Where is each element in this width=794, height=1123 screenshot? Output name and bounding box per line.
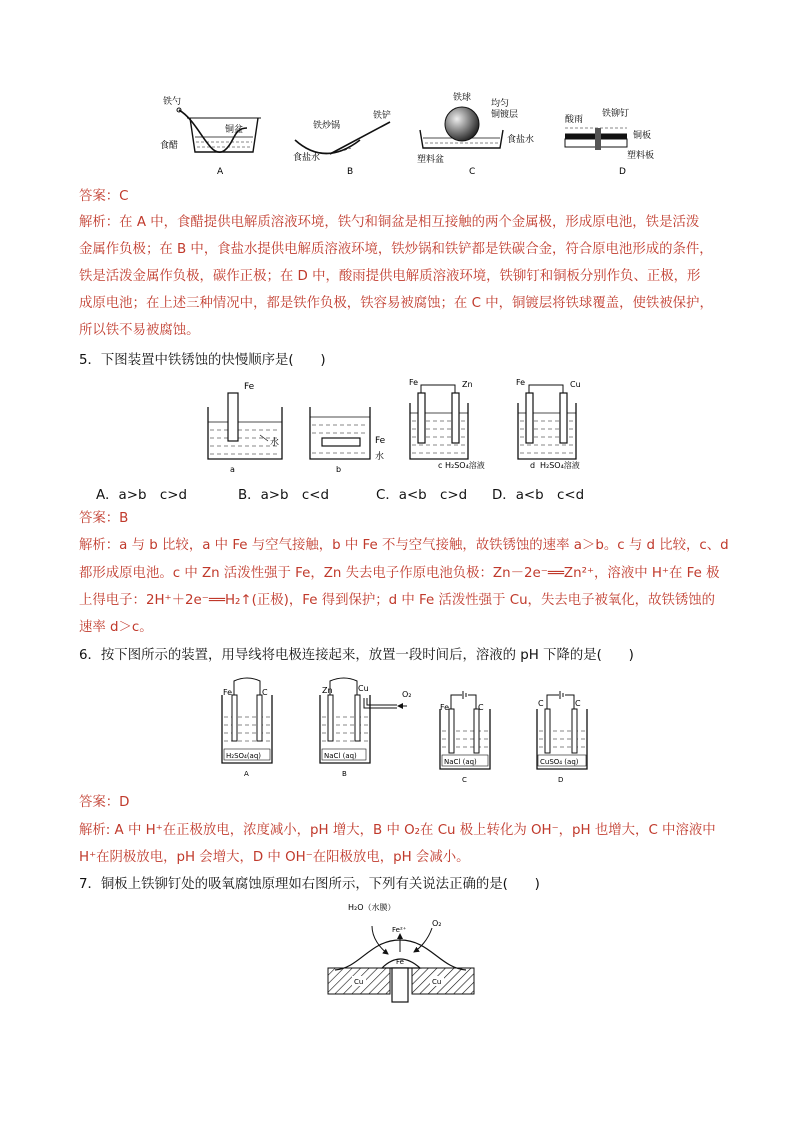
caption-b: B xyxy=(347,167,354,177)
q5-answer: 答案：B xyxy=(79,511,129,526)
label-zn-c: Zn xyxy=(462,380,473,389)
label-tie-shao: 铁勺 xyxy=(163,97,182,107)
label-su-liao-ban: 塑料板 xyxy=(627,151,655,161)
label-fe-6a: Fe xyxy=(223,688,233,697)
q5-option-b[interactable]: B．a>b c<d xyxy=(238,488,329,503)
figure-d-rivet-copper-plate xyxy=(565,107,654,177)
figure-q7-oxygen-corrosion xyxy=(320,898,480,1006)
beaker-b xyxy=(310,407,386,474)
q5-option-d[interactable]: D．a<b c<d xyxy=(492,488,585,503)
caption-6c: C xyxy=(462,776,467,784)
label-c-6c: C xyxy=(478,703,484,712)
q4-analysis-line: 金属作负极；在 B 中，食盐水提供电解质溶液环境，铁炒锅和铁铲都是铁碳合金，符合原电池形成的条件， xyxy=(79,242,713,257)
cell-c xyxy=(440,691,490,784)
label-cu-6b: Cu xyxy=(358,684,369,693)
cell-d xyxy=(537,691,587,784)
label-tong-pen: 铜盆 xyxy=(225,125,244,135)
figure-q6-cells xyxy=(212,673,602,788)
figure-c-plated-iron-ball xyxy=(417,92,534,177)
q5-analysis-line: 速率 d＞c。 xyxy=(79,620,153,635)
q6-analysis-line: 解析: A 中 H⁺在正极放电，浓度减小，pH 增大，B 中 O₂在 Cu 极上转化为 OH⁻，pH 也增大，C 中溶液中 xyxy=(79,823,716,838)
label-c2-6d: C xyxy=(575,699,581,708)
caption-6a: A xyxy=(244,770,249,778)
label-shi-yan-shui-b: 食盐水 xyxy=(293,153,321,163)
q6-question: 6．按下图所示的装置，用导线将电极连接起来，放置一段时间后，溶液的 pH 下降的是( ) xyxy=(79,648,634,663)
q6-answer: 答案：D xyxy=(79,795,130,810)
figure-a-iron-spoon-copper-basin xyxy=(160,95,261,177)
caption-q5-a: a xyxy=(230,465,235,474)
cell-b xyxy=(320,678,412,778)
label-fe-a: Fe xyxy=(244,382,255,392)
label-cu-right: Cu xyxy=(432,978,442,986)
q5-analysis-line: 上得电子：2H⁺＋2e⁻══H₂↑(正极)，Fe 得到保护；d 中 Fe 活泼性强于 Cu，失去电子被氧化，故铁锈蚀的 xyxy=(79,593,716,608)
q4-analysis-line: 所以铁不易被腐蚀。 xyxy=(79,323,200,338)
label-water-a: 水 xyxy=(270,438,280,448)
label-fe2-ion: Fe²⁺ xyxy=(392,926,407,934)
q5-analysis-line: 都形成原电池。c 中 Zn 活泼性强于 Fe，Zn 失去电子作原电池负极：Zn－2e⁻══Zn²⁺，溶液中 H⁺在 Fe 极 xyxy=(79,566,720,581)
label-h2so4-c: H₂SO₄溶液 xyxy=(445,461,485,470)
figure-corrosion-setups-abcd xyxy=(155,92,665,184)
q7-question: 7．铜板上铁铆钉处的吸氧腐蚀原理如右图所示，下列有关说法正确的是( ) xyxy=(79,877,540,892)
label-tie-chan: 铁铲 xyxy=(373,111,392,121)
label-fe-d: Fe xyxy=(516,378,526,387)
q4-analysis-line: 解析：在 A 中，食醋提供电解质溶液环境，铁勺和铜盆是相互接触的两个金属极，形成原电池，铁是活泼 xyxy=(79,215,700,230)
q5-option-a[interactable]: A．a>b c>d xyxy=(96,488,187,503)
label-water-b: 水 xyxy=(375,452,385,462)
label-tie-chao-guo: 铁炒锅 xyxy=(313,121,341,131)
label-o2-6b: O₂ xyxy=(402,690,412,699)
q6-analysis-line: H⁺在阴极放电，pH 会增大，D 中 OH⁻在阳极放电，pH 会减小。 xyxy=(79,850,470,865)
caption-q5-c: c xyxy=(438,461,443,470)
label-fe-c: Fe xyxy=(409,378,419,387)
cell-a xyxy=(222,678,272,778)
label-shi-yan-shui-c: 食盐水 xyxy=(507,135,535,145)
label-cu-d: Cu xyxy=(570,380,581,389)
figure-q5-beakers xyxy=(200,375,620,475)
label-fe-b: Fe xyxy=(375,436,386,446)
label-jun-yun: 均匀 xyxy=(491,99,510,109)
label-tie-mao-ding: 铁铆钉 xyxy=(602,109,630,119)
label-su-liao-pen: 塑料盆 xyxy=(417,155,445,165)
q5-analysis-line: 解析：a 与 b 比较，a 中 Fe 与空气接触，b 中 Fe 不与空气接触，故铁锈蚀的速率 a＞b。c 与 d 比较，c、d xyxy=(79,538,729,553)
caption-a: A xyxy=(217,167,224,177)
beaker-c xyxy=(409,378,485,470)
label-fe-rivet: Fe xyxy=(396,958,404,966)
caption-c: C xyxy=(469,167,476,177)
caption-d: D xyxy=(619,167,626,177)
caption-q5-b: b xyxy=(336,465,342,474)
label-solution-6d: CuSO₄ (aq) xyxy=(540,758,579,766)
label-solution-6a: H₂SO₄(aq) xyxy=(226,752,262,760)
q4-answer: 答案：C xyxy=(79,189,129,204)
label-o2-7: O₂ xyxy=(432,919,442,928)
q4-analysis-line: 铁是活泼金属作负极，碳作正极；在 D 中，酸雨提供电解质溶液环境，铁铆钉和铜板分别作负、正极，形 xyxy=(79,269,701,284)
beaker-a xyxy=(208,382,282,474)
label-h2so4-d: H₂SO₄溶液 xyxy=(540,461,580,470)
caption-6b: B xyxy=(342,770,347,778)
label-solution-6c: NaCl (aq) xyxy=(444,758,477,766)
label-zn-6b: Zn xyxy=(322,686,333,695)
q4-analysis-line: 成原电池；在上述三种情况中，都是铁作负极，铁容易被腐蚀；在 C 中，铜镀层将铁球覆盖，使铁被保护， xyxy=(79,296,713,311)
label-tong-du-ceng: 铜镀层 xyxy=(491,110,519,120)
label-suan-yu: 酸雨 xyxy=(565,115,584,125)
q5-question: 5．下图装置中铁锈蚀的快慢顺序是( ) xyxy=(79,353,326,368)
label-cu-left: Cu xyxy=(354,978,364,986)
label-tie-qiu: 铁球 xyxy=(453,93,472,103)
caption-q5-d: d xyxy=(530,461,536,470)
label-shi-cu: 食醋 xyxy=(160,141,179,151)
label-tong-ban: 铜板 xyxy=(633,131,652,141)
q5-option-c[interactable]: C．a<b c>d xyxy=(376,488,468,503)
caption-6d: D xyxy=(558,776,564,784)
label-c1-6d: C xyxy=(538,699,544,708)
beaker-d xyxy=(516,378,581,470)
label-fe-6c: Fe xyxy=(440,703,450,712)
figure-b-wok-spatula xyxy=(293,109,391,177)
label-c-6a: C xyxy=(262,688,268,697)
label-h2o-film: H₂O（水膜） xyxy=(348,903,396,912)
label-solution-6b: NaCl (aq) xyxy=(324,752,357,760)
